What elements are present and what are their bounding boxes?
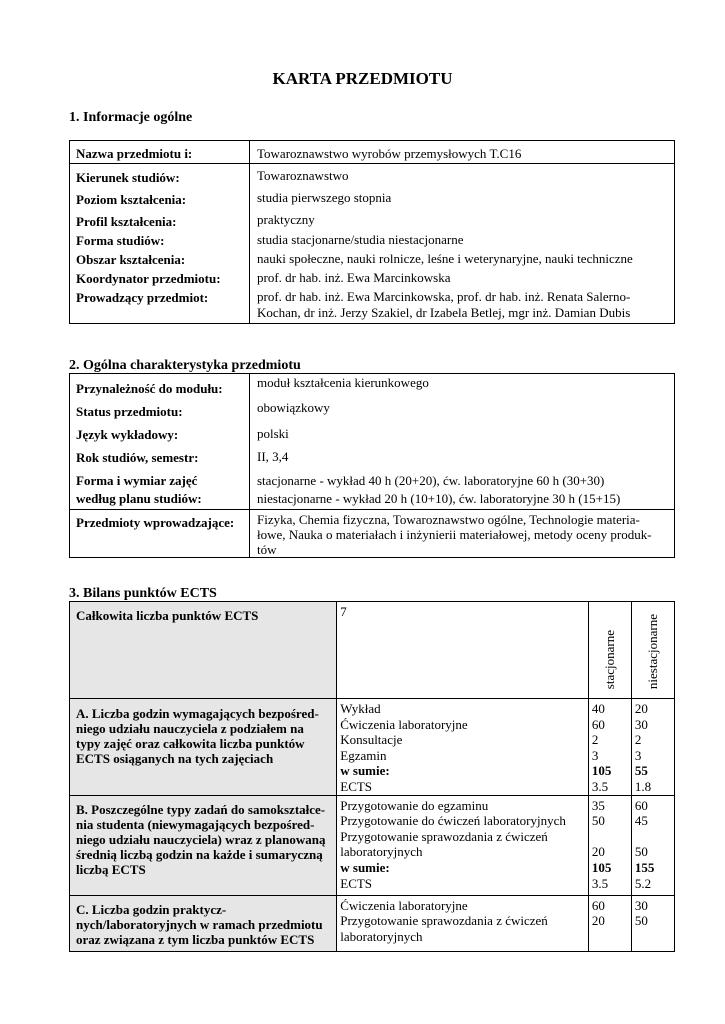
ects-row-a (70, 699, 675, 796)
section1-row-separator (70, 163, 674, 164)
section2-row-separator (70, 509, 674, 510)
row-a-item-sum: w sumie: (340, 763, 390, 779)
row-b-niestac-ects: 5.2 (634, 875, 652, 891)
ects-row-b (70, 795, 675, 895)
label-level: Poziom kształcenia: (76, 192, 187, 207)
label-module: Przynależność do modułu: (76, 381, 223, 396)
section2-divider (249, 374, 250, 557)
row-a-niestac-ects: 1.8 (634, 778, 652, 794)
value-lecturers-line2: Kochan, dr inż. Jerzy Szakiel, dr Izabela Betlej, mgr inż. Damian Dubis (257, 305, 631, 320)
row-b-item: laboratoryjnych (340, 844, 423, 860)
row-c-item: Ćwiczenia laboratoryjne (340, 897, 468, 913)
row-a-niestac-sum: 55 (634, 763, 648, 779)
section1-heading: 1. Informacje ogólne (69, 110, 193, 125)
label-class-form-line2: według planu studiów: (76, 491, 202, 506)
ects-table (69, 601, 675, 952)
row-a-item: Egzamin (340, 747, 387, 763)
value-module: moduł kształcenia kierunkowego (257, 375, 429, 390)
row-b-stac (588, 795, 631, 895)
row-b-stac-value (592, 829, 628, 845)
row-a-stac-value: 2 (591, 732, 599, 748)
row-a-stac-value: 60 (591, 716, 605, 732)
row-a-stac (588, 699, 631, 796)
section2-heading: 2. Ogólna charakterystyka przedmiotu (69, 358, 301, 373)
row-a-label-text: A. Liczba godzin wymagających bezpośred-niego udziału nauczyciela z podziałem na typy zajęć oraz całkowita liczba punktów ECTS osiąganych na tych zajęciach (76, 705, 319, 766)
row-a-item: Konsultacje (340, 732, 403, 748)
value-prerequisites-line1: Fizyka, Chemia fizyczna, Towaroznawstwo ogólne, Technologie materia- (257, 512, 640, 527)
value-year-semester: II, 3,4 (257, 449, 289, 464)
col-header-niestac-cell (631, 602, 674, 699)
col-header-niestacjonarne: niestacjonarne (645, 613, 661, 689)
label-coordinator: Koordynator przedmiotu: (76, 271, 221, 286)
row-a-niestac-value: 3 (634, 747, 642, 763)
row-b-item: Przygotowanie do ćwiczeń laboratoryjnych (340, 813, 566, 829)
value-study-form: studia stacjonarne/studia niestacjonarne (257, 232, 464, 247)
row-b-niestac-value (635, 829, 671, 845)
row-b-stac-value: 35 (591, 797, 605, 813)
row-a-stac-value: 3 (591, 747, 599, 763)
value-coordinator: prof. dr hab. inż. Ewa Marcinkowska (257, 270, 451, 285)
label-course-name: Nazwa przedmiotu i: (76, 146, 193, 161)
row-c-label: C. Liczba godzin praktycz-nych/laboratoryjnych w ramach przedmiotu oraz związana z tym liczba punktów ECTS (70, 895, 337, 951)
row-b-label: B. Poszczególne typy zadań do samokształce-nia studenta (niewymagających bezpośred-niego udziału nauczyciela) wraz z planowaną średnią liczbą godzin na każde i sumaryczną liczbą ECTS (70, 795, 337, 895)
ects-total-row (70, 602, 675, 699)
row-b-stac-ects: 3.5 (591, 875, 609, 891)
label-field: Kierunek studiów: (76, 170, 180, 185)
label-prerequisites: Przedmioty wprowadzające: (76, 515, 235, 530)
row-a-items (337, 699, 589, 796)
label-profile: Profil kształcenia: (76, 214, 177, 229)
value-lecturers-line1: prof. dr hab. inż. Ewa Marcinkowska, prof. dr hab. inż. Renata Salerno- (257, 289, 631, 304)
row-b-niestac-sum: 155 (634, 859, 655, 875)
value-language: polski (257, 426, 289, 441)
row-a-item: Ćwiczenia laboratoryjne (340, 716, 468, 732)
row-a-label (70, 699, 337, 796)
label-status: Status przedmiotu: (76, 404, 183, 419)
row-a-stac-sum: 105 (591, 763, 612, 779)
value-field: Towaroznawstwo (257, 168, 349, 183)
row-c-niestac-value: 50 (634, 913, 648, 929)
value-profile: praktyczny (257, 212, 315, 227)
row-a-niestac-value: 2 (634, 732, 642, 748)
row-a-niestac-value: 20 (634, 701, 648, 716)
row-c-stac (588, 895, 631, 951)
row-b-niestac-value: 50 (634, 844, 648, 860)
document-title: KARTA PRZEDMIOTU (272, 69, 453, 88)
row-b-item-sum: w sumie: (340, 859, 390, 875)
row-b-items (337, 795, 589, 895)
label-area: Obszar kształcenia: (76, 252, 186, 267)
label-year-semester: Rok studiów, semestr: (76, 450, 199, 465)
value-level: studia pierwszego stopnia (257, 190, 392, 205)
col-header-stacjonarne: stacjonarne (602, 629, 618, 689)
value-prerequisites-line3: tów (257, 542, 277, 557)
row-c-niestac (631, 895, 674, 951)
section3-heading: 3. Bilans punktów ECTS (69, 586, 217, 601)
row-c-stac-value: 20 (591, 913, 605, 929)
row-c-niestac-value: 30 (634, 897, 648, 913)
value-area: nauki społeczne, nauki rolnicze, leśne i weterynaryjne, nauki techniczne (257, 251, 633, 266)
row-b-stac-sum: 105 (591, 859, 612, 875)
row-c-stac-value: 60 (591, 897, 605, 913)
row-c-item: laboratoryjnych (340, 928, 423, 944)
value-course-name: Towaroznawstwo wyrobów przemysłowych T.C16 (257, 146, 522, 161)
value-status: obowiązkowy (257, 400, 330, 415)
ects-total-value: 7 (337, 602, 589, 699)
row-b-niestac-value: 45 (634, 813, 648, 829)
row-a-item: Wykład (340, 701, 381, 716)
row-a-item: ECTS (340, 778, 373, 794)
row-b-niestac (631, 795, 674, 895)
row-b-item: Przygotowanie sprawozdania z ćwiczeń (340, 828, 548, 844)
row-c-item: Przygotowanie sprawozdania z ćwiczeń (340, 913, 548, 929)
label-lecturers: Prowadzący przedmiot: (76, 290, 209, 305)
ects-row-c (70, 895, 675, 951)
label-class-form-line1: Forma i wymiar zajęć (76, 473, 198, 488)
label-language: Język wykładowy: (76, 427, 179, 442)
row-a-stac-value: 40 (591, 701, 605, 716)
row-c-items (337, 895, 589, 951)
ects-total-label: Całkowita liczba punktów ECTS (70, 602, 337, 699)
label-study-form: Forma studiów: (76, 233, 165, 248)
value-class-form-line2: niestacjonarne - wykład 20 h (10+10), ćw. laboratoryjne 30 h (15+15) (257, 491, 621, 506)
row-a-stac-ects: 3.5 (591, 778, 609, 794)
row-a-niestac (631, 699, 674, 796)
value-class-form-line1: stacjonarne - wykład 40 h (20+20), ćw. laboratoryjne 60 h (30+30) (257, 473, 605, 488)
row-b-stac-value: 20 (591, 844, 605, 860)
row-a-niestac-value: 30 (634, 716, 648, 732)
col-header-stac-cell (588, 602, 631, 699)
row-b-item: Przygotowanie do egzaminu (340, 797, 489, 813)
section1-divider (249, 141, 250, 323)
value-prerequisites-line2: łowe, Nauka o materiałach i inżynierii materiałowej, metody oceny produk- (257, 527, 652, 542)
row-b-niestac-value: 60 (634, 797, 648, 813)
row-b-item: ECTS (340, 875, 373, 891)
row-b-stac-value: 50 (591, 813, 605, 829)
